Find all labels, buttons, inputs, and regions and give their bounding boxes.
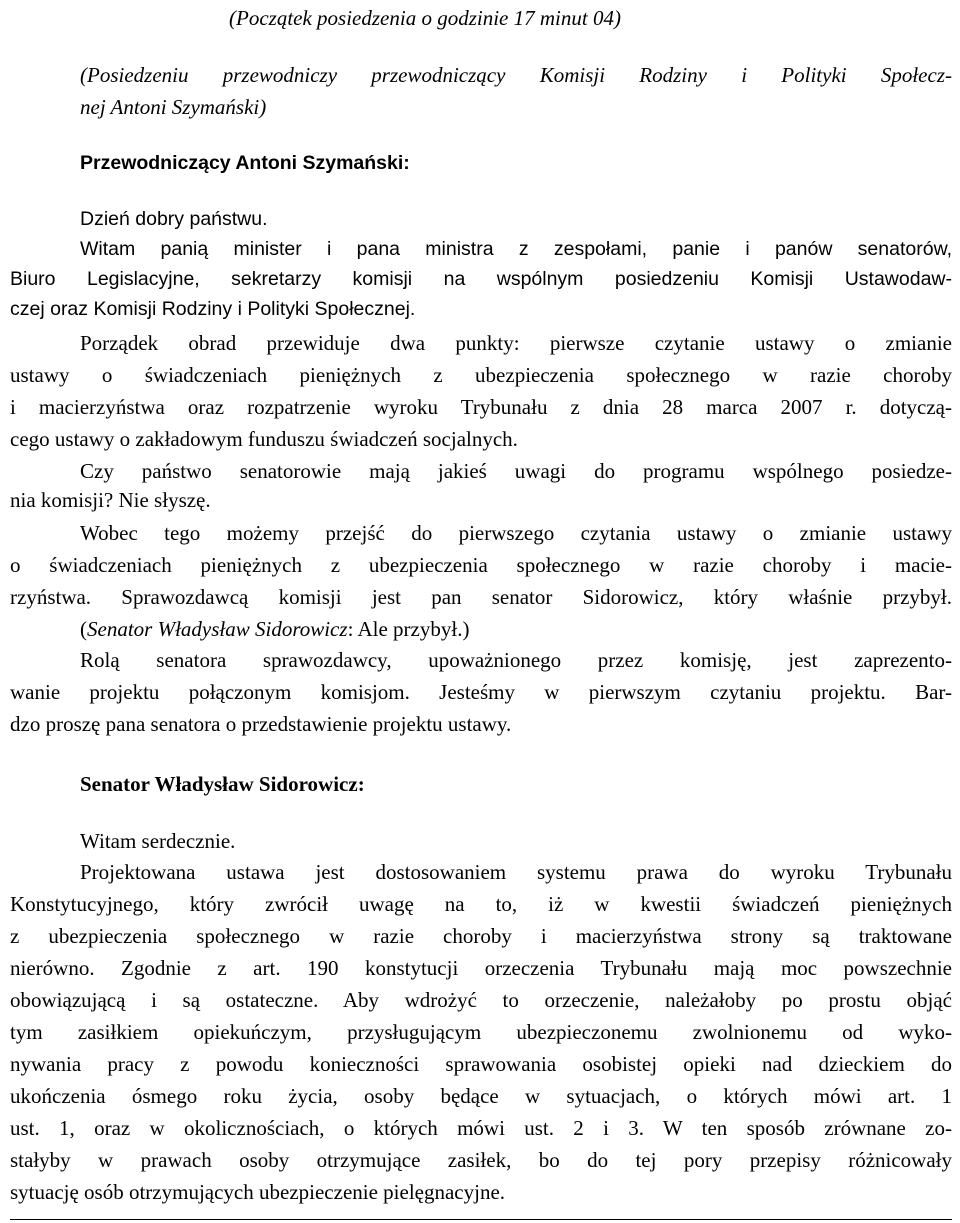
footer-rule (10, 1219, 952, 1220)
paragraph-line: nywania pracy z powodu konieczności sprawowania osobistej opieki nad dzieckiem do (10, 1052, 952, 1076)
paragraph-line: cego ustawy o zakładowym funduszu świadczeń socjalnych. (10, 427, 518, 451)
paragraph-line: wanie projektu połączonym komisjom. Jesteśmy w pierwszym czytaniu projektu. Bar- (10, 680, 952, 704)
paragraph-line: Rolą senatora sprawozdawcy, upoważnionego przez komisję, jest zaprezento- (80, 648, 952, 672)
paragraph-line: Witam panią minister i pana ministra z zespołami, panie i panów senatorów, (80, 238, 952, 260)
paragraph-line: nierówno. Zgodnie z art. 190 konstytucji orzeczenia Trybunału mają moc powszechnie (10, 956, 952, 980)
paragraph-line: nia komisji? Nie słyszę. (10, 488, 211, 512)
paragraph-line: o świadczeniach pieniężnych z ubezpieczenia społecznego w razie choroby i macie- (10, 553, 952, 577)
paragraph-line: Czy państwo senatorowie mają jakieś uwagi do programu wspólnego posiedze- (80, 459, 952, 483)
paragraph-line: Witam serdecznie. (80, 829, 236, 853)
paragraph-line: Konstytucyjnego, który zwrócił uwagę na to, iż w kwestii świadczeń pieniężnych (10, 892, 952, 916)
paragraph-line: ust. 1, oraz w okolicznościach, o których mówi ust. 2 i 3. W ten sposób zrównane zo- (10, 1116, 952, 1140)
paragraph-line: sytuację osób otrzymujących ubezpieczenie pielęgnacyjne. (10, 1180, 506, 1204)
speaker-heading: Przewodniczący Antoni Szymański: (80, 152, 410, 174)
paragraph-line: Biuro Legislacyjne, sekretarzy komisji na wspólnym posiedzeniu Komisji Ustawodaw- (10, 268, 952, 290)
chair-note-line: (Posiedzeniu przewodniczy przewodniczący Komisji Rodziny i Polityki Społecz- (80, 63, 952, 87)
speaker-heading: Senator Władysław Sidorowicz: (80, 772, 365, 796)
opening-note: (Początek posiedzenia o godzinie 17 minut 04) (229, 6, 621, 30)
paragraph-line: Porządek obrad przewiduje dwa punkty: pierwsze czytanie ustawy o zmianie (80, 331, 952, 355)
paragraph-line: rzyństwa. Sprawozdawcą komisji jest pan senator Sidorowicz, który właśnie przybył. (10, 585, 952, 609)
paragraph-line: tym zasiłkiem opiekuńczym, przysługującym ubezpieczonemu zwolnionemu od wyko- (10, 1020, 952, 1044)
interjection-speaker: Senator Władysław Sidorowicz (87, 617, 348, 641)
paragraph-line: czej oraz Komisji Rodziny i Polityki Społecznej. (10, 298, 416, 320)
paragraph-line: stałyby w prawach osoby otrzymujące zasiłek, bo do tej pory przepisy różnicowały (10, 1148, 952, 1172)
paragraph-line: Wobec tego możemy przejść do pierwszego czytania ustawy o zmianie ustawy (80, 521, 952, 545)
interjection-open: ( (80, 617, 87, 641)
paragraph-line: z ubezpieczenia społecznego w razie choroby i macierzyństwa strony są traktowane (10, 924, 952, 948)
paragraph-line: ukończenia ósmego roku życia, osoby będące w sytuacjach, o których mówi art. 1 (10, 1084, 952, 1108)
interjection-line (80, 614, 469, 644)
paragraph-line: Projektowana ustawa jest dostosowaniem systemu prawa do wyroku Trybunału (80, 860, 952, 884)
interjection-text: : Ale przybył.) (347, 617, 470, 641)
paragraph-line: Dzień dobry państwu. (80, 208, 268, 230)
paragraph-line: obowiązującą i są ostateczne. Aby wdrożyć to orzeczenie, należałoby po prostu objąć (10, 988, 952, 1012)
paragraph-line: i macierzyństwa oraz rozpatrzenie wyroku Trybunału z dnia 28 marca 2007 r. dotyczą- (10, 395, 952, 419)
chair-note-line: nej Antoni Szymański) (80, 95, 267, 119)
paragraph-line: ustawy o świadczeniach pieniężnych z ubezpieczenia społecznego w razie choroby (10, 363, 952, 387)
paragraph-line: dzo proszę pana senatora o przedstawienie projektu ustawy. (10, 712, 512, 736)
